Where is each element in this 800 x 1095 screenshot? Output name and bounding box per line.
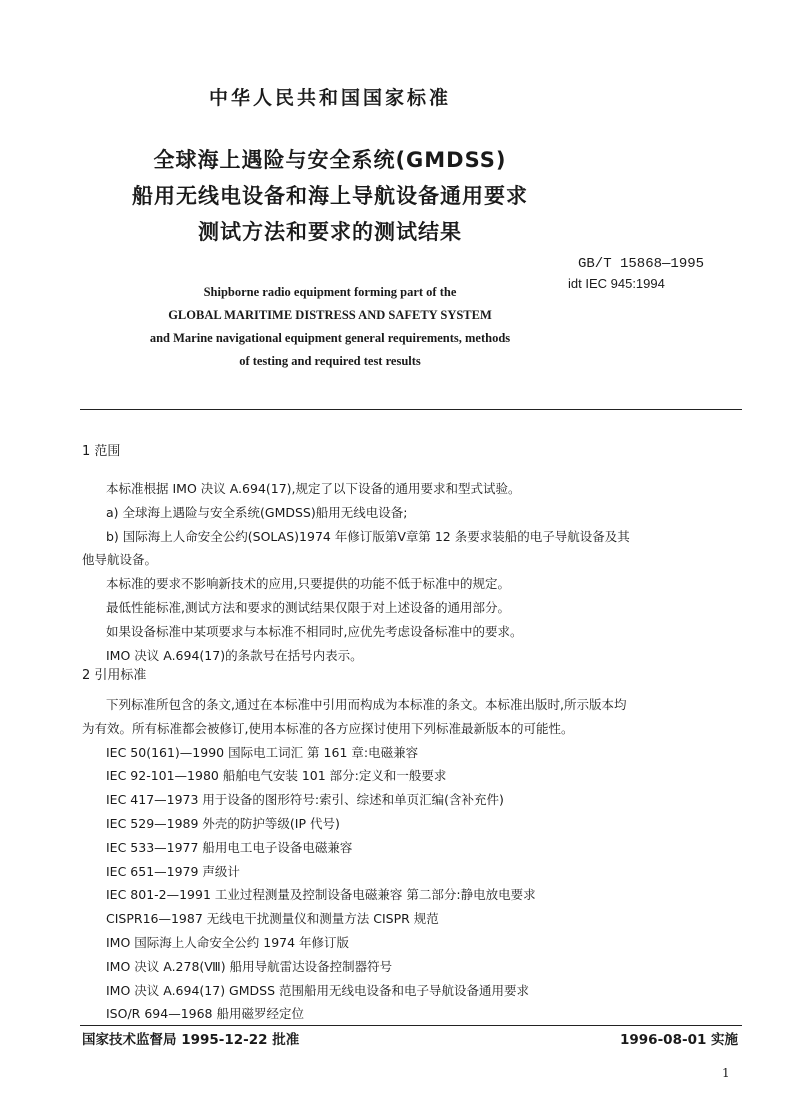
title-cn-line-2: 船用无线电设备和海上导航设备通用要求 — [132, 184, 528, 208]
text-line: IEC 533—1977 船用电工电子设备电磁兼容 — [106, 839, 353, 855]
text-line: IEC 651—1979 声级计 — [106, 863, 240, 879]
text-line: IMO 国际海上人命安全公约 1974 年修订版 — [106, 935, 350, 950]
text-line: IEC 417—1973 用于设备的图形符号:索引、综述和单页汇编(含补充件) — [106, 792, 504, 808]
text-line: IEC 529—1989 外壳的防护等级(IP 代号) — [106, 816, 340, 831]
text-line: IEC 50(161)—1990 国际电工词汇 第 161 章:电磁兼容 — [106, 744, 419, 760]
section-1-heading: 1 范围 — [82, 444, 121, 459]
text-line: 本标准的要求不影响新技术的应用,只要提供的功能不低于标准中的规定。 — [106, 576, 510, 592]
title-en-line-3: and Marine navigational equipment general requirements, methods — [149, 331, 511, 345]
title-en-line-4: of testing and required test results — [239, 354, 421, 368]
approval-date: 国家技术监督局 1995-12-22 批准 — [82, 1032, 300, 1048]
footer-divider — [80, 1025, 742, 1026]
title-cn-line-3: 测试方法和要求的测试结果 — [198, 220, 462, 244]
text-line: IMO 决议 A.694(17)的条款号在括号内表示。 — [106, 647, 363, 663]
title-cn-line-1: 全球海上遇险与安全系统(GMDSS) — [153, 148, 507, 172]
text-line: IEC 801-2—1991 工业过程测量及控制设备电磁兼容 第二部分:静电放电要求 — [106, 887, 536, 903]
text-line: 为有效。所有标准都会被修订,使用本标准的各方应探讨使用下列标准最新版本的可能性。 — [82, 720, 574, 736]
text-line: CISPR16—1987 无线电干扰测量仪和测量方法 CISPR 规范 — [106, 911, 439, 927]
text-line: IMO 决议 A.278(Ⅷ) 船用导航雷达设备控制器符号 — [106, 958, 393, 974]
effective-date: 1996-08-01 实施 — [620, 1032, 739, 1048]
text-line: 最低性能标准,测试方法和要求的测试结果仅限于对上述设备的通用部分。 — [106, 600, 510, 615]
national-standard-label: 中华人民共和国国家标准 — [208, 87, 451, 109]
text-line: ISO/R 694—1968 船用磁罗经定位 — [106, 1006, 304, 1022]
text-line: 他导航设备。 — [82, 552, 158, 568]
standard-number: GB/T 15868—1995 — [578, 256, 705, 272]
text-line: 本标准根据 IMO 决议 A.694(17),规定了以下设备的通用要求和型式试验。 — [106, 481, 521, 496]
section-2-heading: 2 引用标准 — [82, 668, 147, 683]
page-number: 1 — [722, 1066, 730, 1080]
text-line: IMO 决议 A.694(17) GMDSS 范围船用无线电设备和电子导航设备通用要求 — [106, 982, 529, 998]
text-line: 下列标准所包含的条文,通过在本标准中引用而构成为本标准的条文。本标准出版时,所示版本均 — [106, 697, 627, 712]
text-line: a) 全球海上遇险与安全系统(GMDSS)船用无线电设备; — [106, 504, 408, 520]
text-line: IEC 92-101—1980 船舶电气安装 101 部分:定义和一般要求 — [106, 768, 447, 784]
idt-reference: idt IEC 945:1994 — [568, 276, 665, 291]
header-divider — [80, 409, 742, 410]
title-en-line-2: GLOBAL MARITIME DISTRESS AND SAFETY SYSTEM — [168, 308, 492, 322]
text-line: 如果设备标准中某项要求与本标准不相同时,应优先考虑设备标准中的要求。 — [106, 623, 523, 639]
text-line: b) 国际海上人命安全公约(SOLAS)1974 年修订版第Ⅴ章第 12 条要求装船的电子导航设备及其 — [106, 528, 630, 544]
title-en-line-1: Shipborne radio equipment forming part of the — [203, 285, 457, 299]
